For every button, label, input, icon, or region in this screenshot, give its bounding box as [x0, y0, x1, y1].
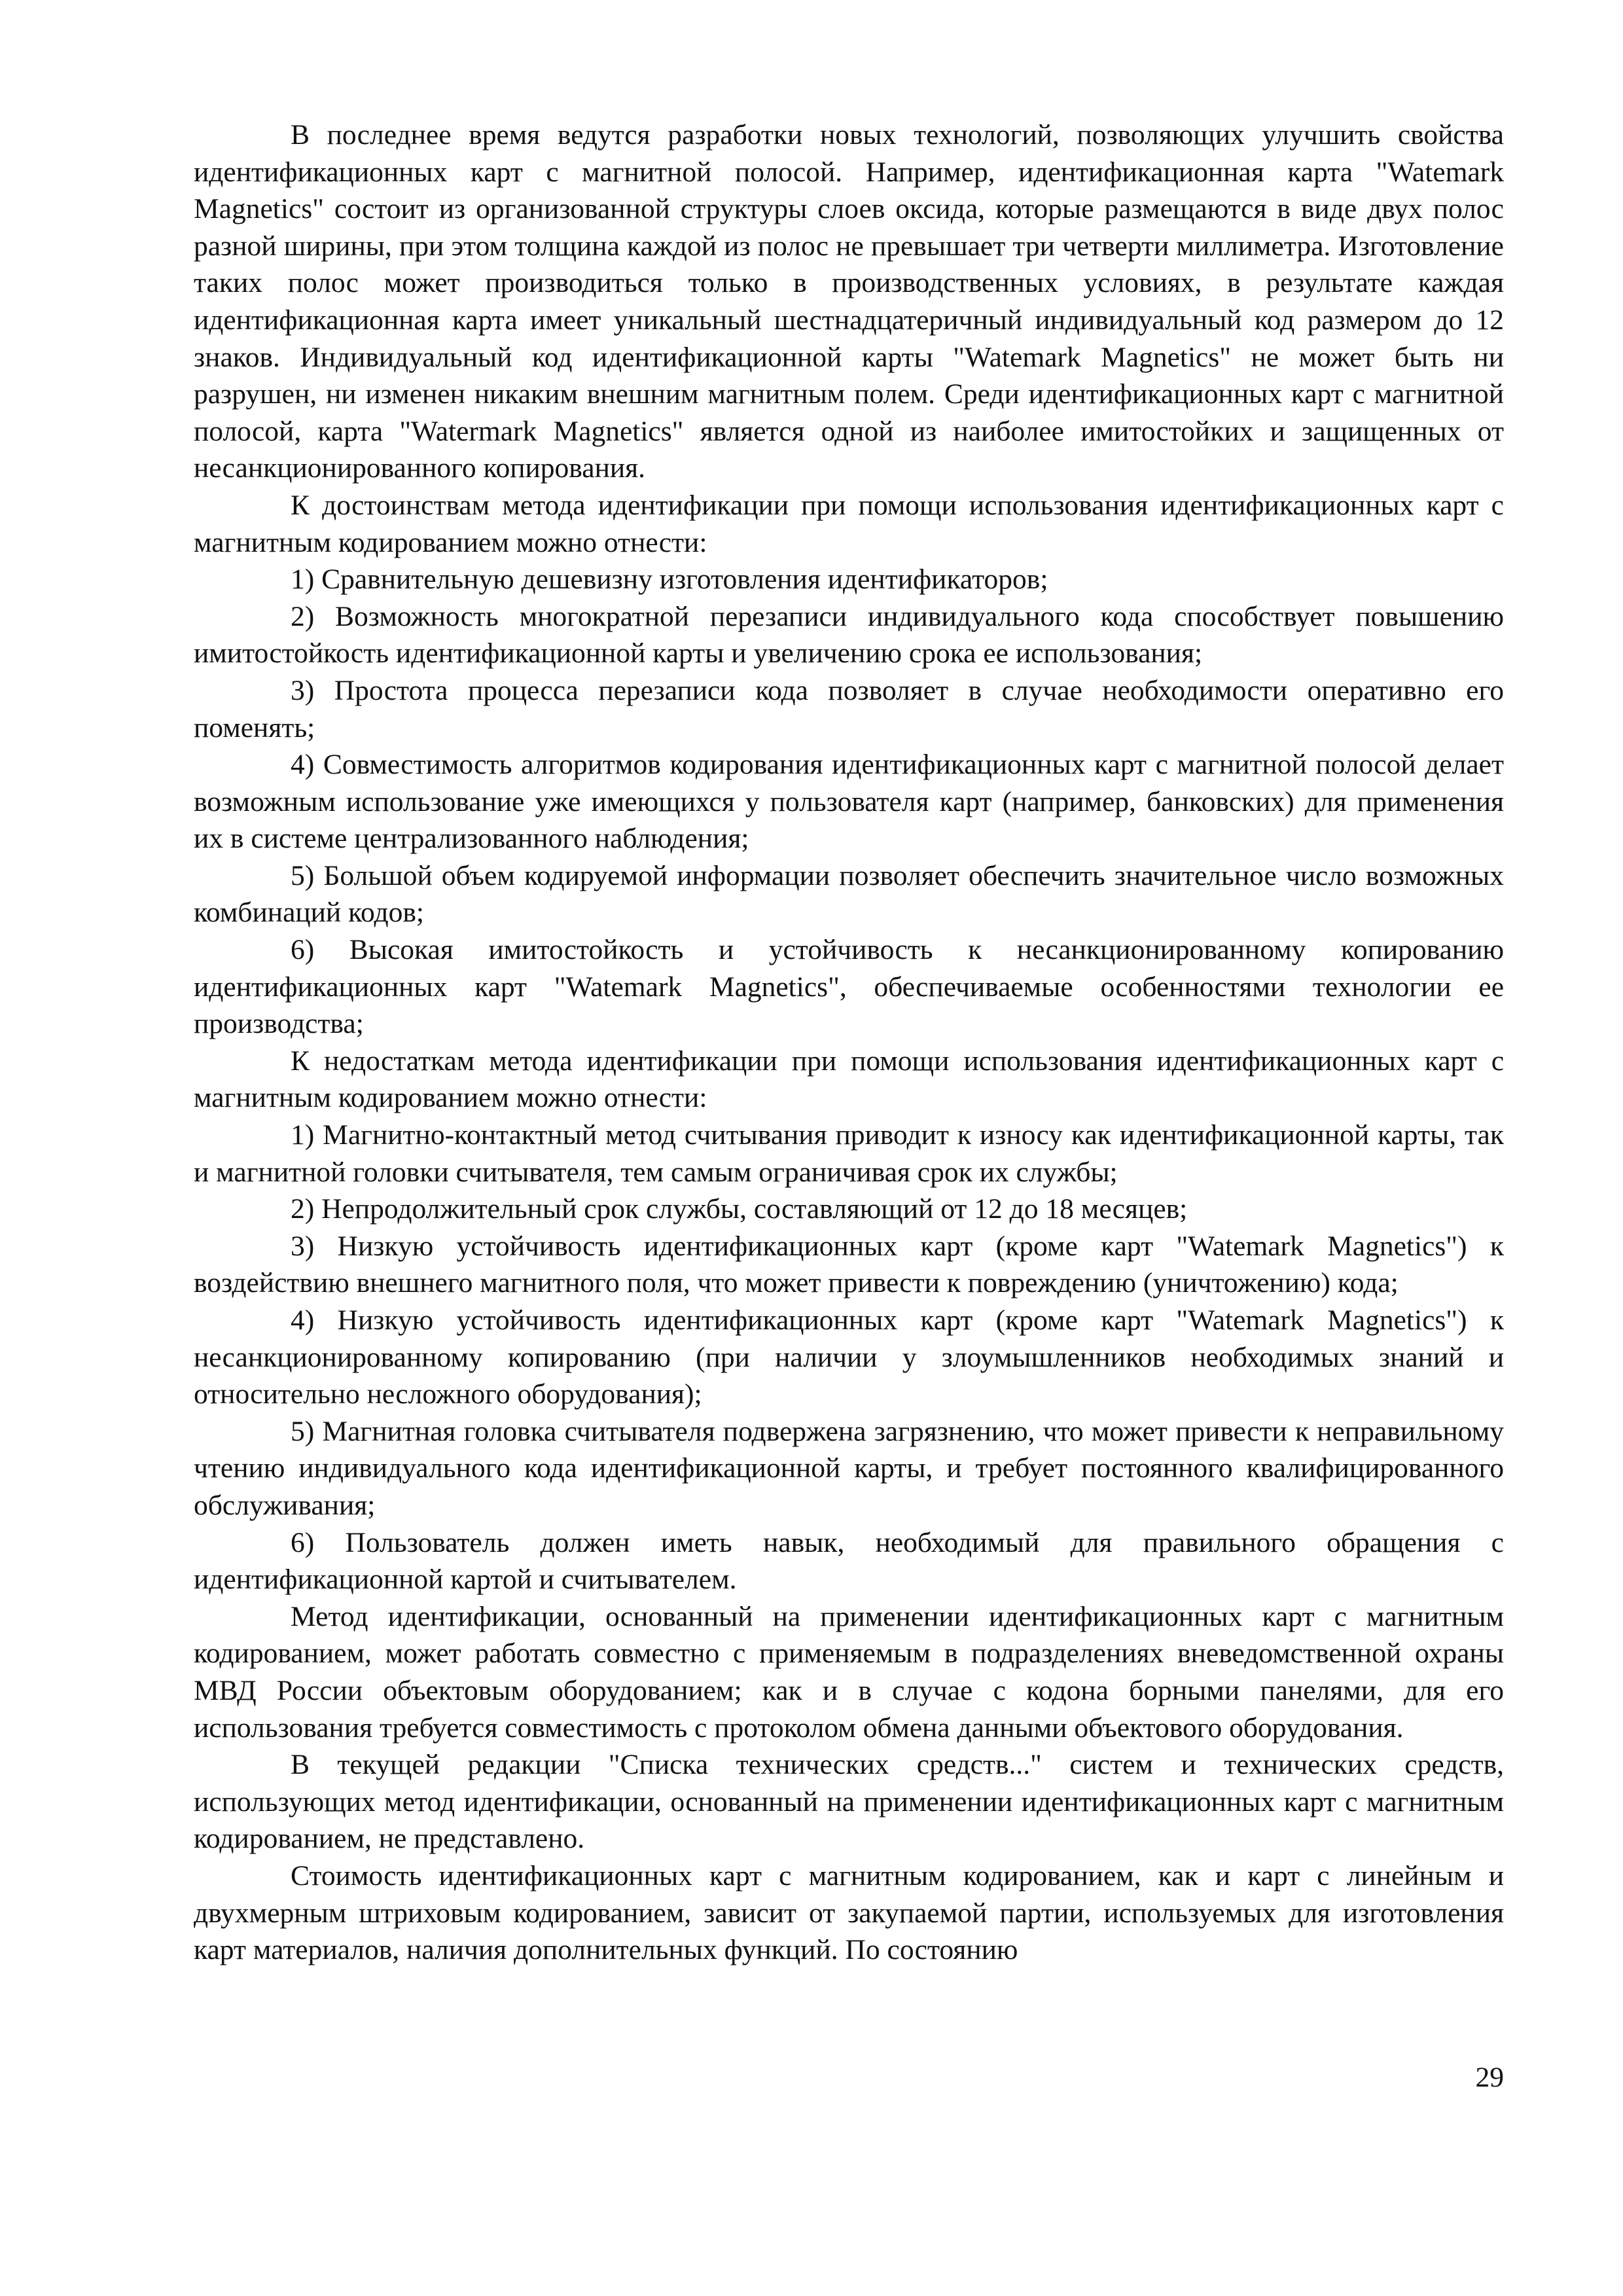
paragraph-card-cost: Стоимость идентификационных карт с магнитным кодированием, как и карт с линейным и двухмерным штриховым кодированием, зависит от закупаемой партии, используемых для изготовления карт материалов, наличия дополнительных функций. По состоянию	[194, 1859, 1504, 1966]
page-number: 29	[1475, 2062, 1504, 2093]
paragraph-compatibility: Метод идентификации, основанный на применении идентификационных карт с магнитным кодированием, может работать совместно с применяемым в подразделениях вневедомственной охраны МВД России объектовым оборудованием; как и в случае с кодона борными панелями, для его использования требуется совместимость с протоколом обмена данными объектового оборудования.	[194, 1600, 1504, 1744]
disadvantage-item-5: 5) Магнитная головка считывателя подвержена загрязнению, что может привести к неправильному чтению индивидуального кода идентификационной карты, и требует постоянного квалифицированного обслуживания;	[194, 1415, 1504, 1521]
disadvantage-item-3: 3) Низкую устойчивость идентификационных карт (кроме карт "Watemark Magnetics") к воздействию внешнего магнитного поля, что может привести к повреждению (уничтожению) кода;	[194, 1230, 1504, 1299]
advantage-item-6: 6) Высокая имитостойкость и устойчивость к несанкционированному копированию идентификационных карт "Watemark Magnetics", обеспечиваемые особенностями технологии ее производства;	[194, 934, 1504, 1040]
paragraph-disadvantages-heading: К недостаткам метода идентификации при помощи использования идентификационных карт с магнитным кодированием можно отнести:	[194, 1045, 1504, 1114]
advantage-item-3: 3) Простота процесса перезаписи кода позволяет в случае необходимости оперативно его поменять;	[194, 674, 1504, 744]
advantage-item-5: 5) Большой объем кодируемой информации позволяет обеспечить значительное число возможных комбинаций кодов;	[194, 859, 1504, 929]
disadvantage-item-6: 6) Пользователь должен иметь навык, необходимый для правильного обращения с идентификационной картой и считывателем.	[194, 1526, 1504, 1596]
disadvantage-item-1: 1) Магнитно-контактный метод считывания приводит к износу как идентификационной карты, так и магнитной головки считывателя, тем самым ограничивая срок их службы;	[194, 1119, 1504, 1188]
document-page	[194, 117, 1504, 1969]
disadvantage-item-2: 2) Непродолжительный срок службы, составляющий от 12 до 18 месяцев;	[291, 1193, 1188, 1225]
paragraph-advantages-heading: К достоинствам метода идентификации при помощи использования идентификационных карт с магнитным кодированием можно отнести:	[194, 489, 1504, 558]
paragraph-watermark-intro: В последнее время ведутся разработки новых технологий, позволяющих улучшить свойства идентификационных карт с магнитной полосой. Например, идентификационная карта "Watemark Magnetics" состоит из организованной структуры слоев оксида, которые размещаются в виде двух полос разной ширины, при этом толщина каждой из полос не превышает три четверти миллиметра. Изготовление таких полос может производиться только в производственных условиях, в результате каждая идентификационная карта имеет уникальный шестнадцатеричный индивидуальный код размером до 12 знаков. Индивидуальный код идентификационной карты "Watemark Magnetics" не может быть ни разрушен, ни изменен никаким внешним магнитным полем. Среди идентификационных карт с магнитной полосой, карта "Watermark Magnetics" является одной из наиболее имитостойких и защищенных от несанкционированного копирования.	[194, 119, 1504, 484]
paragraph-current-edition: В текущей редакции "Списка технических средств..." систем и технических средств, использующих метод идентификации, основанный на применении идентификационных карт с магнитным кодированием, не представлено.	[194, 1749, 1504, 1855]
advantage-item-4: 4) Совместимость алгоритмов кодирования идентификационных карт с магнитной полосой делает возможным использование уже имеющихся у пользователя карт (например, банковских) для применения их в системе централизованного наблюдения;	[194, 749, 1504, 855]
advantage-item-1: 1) Сравнительную дешевизну изготовления идентификаторов;	[291, 564, 1048, 596]
advantage-item-2: 2) Возможность многократной перезаписи индивидуального кода способствует повышению имитостойкость идентификационной карты и увеличению срока ее использования;	[194, 600, 1504, 670]
disadvantage-item-4: 4) Низкую устойчивость идентификационных карт (кроме карт "Watemark Magnetics") к несанкционированному копированию (при наличии у злоумышленников необходимых знаний и относительно несложного оборудования);	[194, 1304, 1504, 1410]
